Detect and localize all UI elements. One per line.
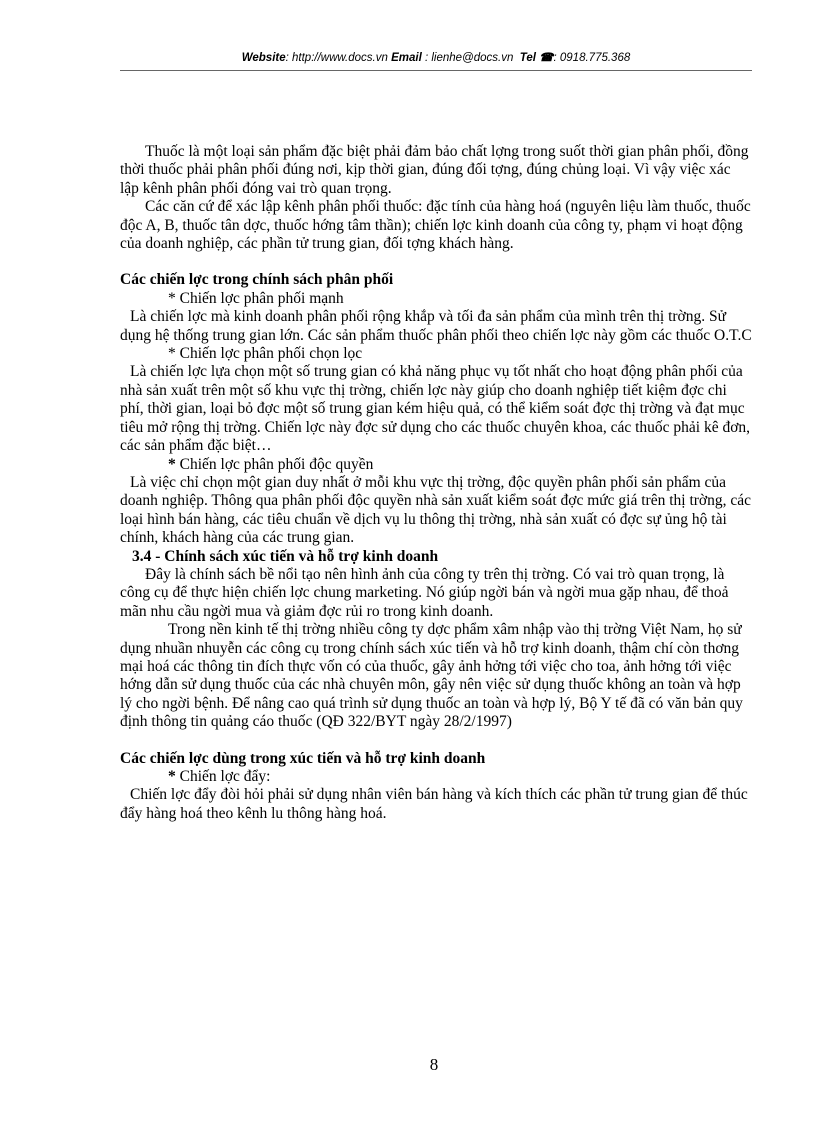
bullet-selective-distribution: * Chiến lợc phân phối chọn lọc [168, 345, 363, 363]
tel-value: : 0918.775.368 [553, 52, 631, 64]
bullet-intensive-distribution: * Chiến lợc phân phối mạnh [168, 289, 344, 307]
paragraph-distribution-basis: Các căn cứ để xác lập kênh phân phối thuốc: đặc tính của hàng hoá (nguyên liệu làm thuốc, thuốc độc A, B, thuốc tân dợc, thuốc hớng tâm thần); chiến lợc kinh doanh của công ty, phạm vi hoạt động của doanh nghiệp, các phần tử trung gian, đối tợng khách hàng. [120, 198, 751, 253]
paragraph-distribution-intro: Thuốc là một loại sản phẩm đặc biệt phải đảm bảo chất lợng trong suốt thời gian phân phối, đồng thời thuốc phải phân phối đúng nơi, kịp thời gian, đúng đối tợng, đúng chủng loại. Vì vậy việc xác lập kênh phân phối đóng vai trò quan trọng. [120, 143, 749, 197]
paragraph-exclusive-distribution: Là việc chỉ chọn một gian duy nhất ở mỗi khu vực thị trờng, độc quyền phân phối sản phẩm của doanh nghiệp. Thông qua phân phối độc quyền nhà sản xuất kiểm soát đợc mức giá trên thị trờng, các loại hình bán hàng, các tiêu chuẩn về dịch vụ lu thông thị trờng, nhà sản xuất có đợc sự ủng hộ tài chính, khách hàng của các trung gian. [120, 473, 752, 547]
paragraph-intensive-distribution: Là chiến lợc mà kinh doanh phân phối rộng khắp và tối đa sản phẩm của mình trên thị trờng. Sử dụng hệ thống trung gian lớn. Các sản phẩm thuốc phân phối theo chiến lợc này gồm các thuốc O.T.C [120, 308, 752, 344]
phone-icon: ☎ [539, 52, 554, 64]
section-heading-promotion-policy: 3.4 - Chính sách xúc tiến và hỗ trợ kinh doanh [132, 547, 439, 565]
bullet-star: * [168, 768, 176, 785]
bullet-push-strategy [120, 768, 752, 786]
email-value: : lienhe@docs.vn [421, 52, 514, 64]
document-body [120, 143, 752, 823]
website-label: Website [241, 52, 286, 64]
bullet-star: * [168, 455, 176, 473]
email-label: Email [391, 52, 422, 64]
header-divider [120, 70, 752, 71]
bullet-label: Chiến lợc phân phối độc quyền [175, 455, 374, 473]
tel-label: Tel [519, 52, 536, 64]
bullet-exclusive-distribution [120, 456, 752, 474]
page-number: 8 [429, 1055, 439, 1074]
section-heading-promotion-strategies: Các chiến lợc dùng trong xúc tiến và hỗ trợ kinh doanh [120, 749, 486, 767]
page-header [120, 50, 752, 64]
website-value: : http://www.docs.vn [285, 52, 388, 64]
paragraph-push-strategy: Chiến lợc đẩy đòi hỏi phải sử dụng nhân viên bán hàng và kích thích các phần tử trung gian để thúc đẩy hàng hoá theo kênh lu thông hàng hoá. [120, 786, 748, 822]
paragraph-selective-distribution: Là chiến lợc lựa chọn một số trung gian có khả năng phục vụ tốt nhất cho hoạt động phân phối của nhà sản xuất trên một số khu vực thị trờng, chiến lợc này giúp cho doanh nghiệp tiết kiệm đợc chi phí, thời gian, loại bỏ đợc một số trung gian kém hiệu quả, có thể kiểm soát đợc thị trờng và đạt mục tiêu mở rộng thị trờng. Chiến lợc này đợc sử dụng cho các thuốc chuyên khoa, các thuốc phải kê đơn, các sản phẩm đặc biệt… [120, 363, 751, 455]
paragraph-promotion-market: Trong nền kinh tế thị trờng nhiều công ty dợc phẩm xâm nhập vào thị trờng Việt Nam, họ sử dụng nhuần nhuyễn các công cụ trong chính sách xúc tiến và hỗ trợ kinh doanh, thậm chí còn thơng mại hoá các thông tin đích thực vốn có của thuốc, gây ảnh hởng tới việc cho toa, ảnh hởng tới việc hớng dẫn sử dụng thuốc của các nhà chuyên môn, gây nên việc sử dụng thuốc không an toàn và hợp lý cho ngời bệnh. Để nâng cao quá trình sử dụng thuốc an toàn và hợp lý, Bộ Y tế đã có văn bản quy định thông tin quảng cáo thuốc (QĐ 322/BYT ngày 28/2/1997) [120, 621, 743, 731]
bullet-label: Chiến lợc đẩy: [175, 768, 271, 785]
section-heading-distribution-strategies: Các chiến lợc trong chính sách phân phối [120, 271, 394, 289]
paragraph-promotion-intro: Đây là chính sách bề nổi tạo nên hình ảnh của công ty trên thị trờng. Có vai trò quan trọng, là công cụ để thực hiện chiến lợc chung marketing. Nó giúp ngời bán và ngời mua gặp nhau, để thoả mãn nhu cầu ngời mua và giảm đợc rủi ro trong kinh doanh. [120, 565, 729, 620]
